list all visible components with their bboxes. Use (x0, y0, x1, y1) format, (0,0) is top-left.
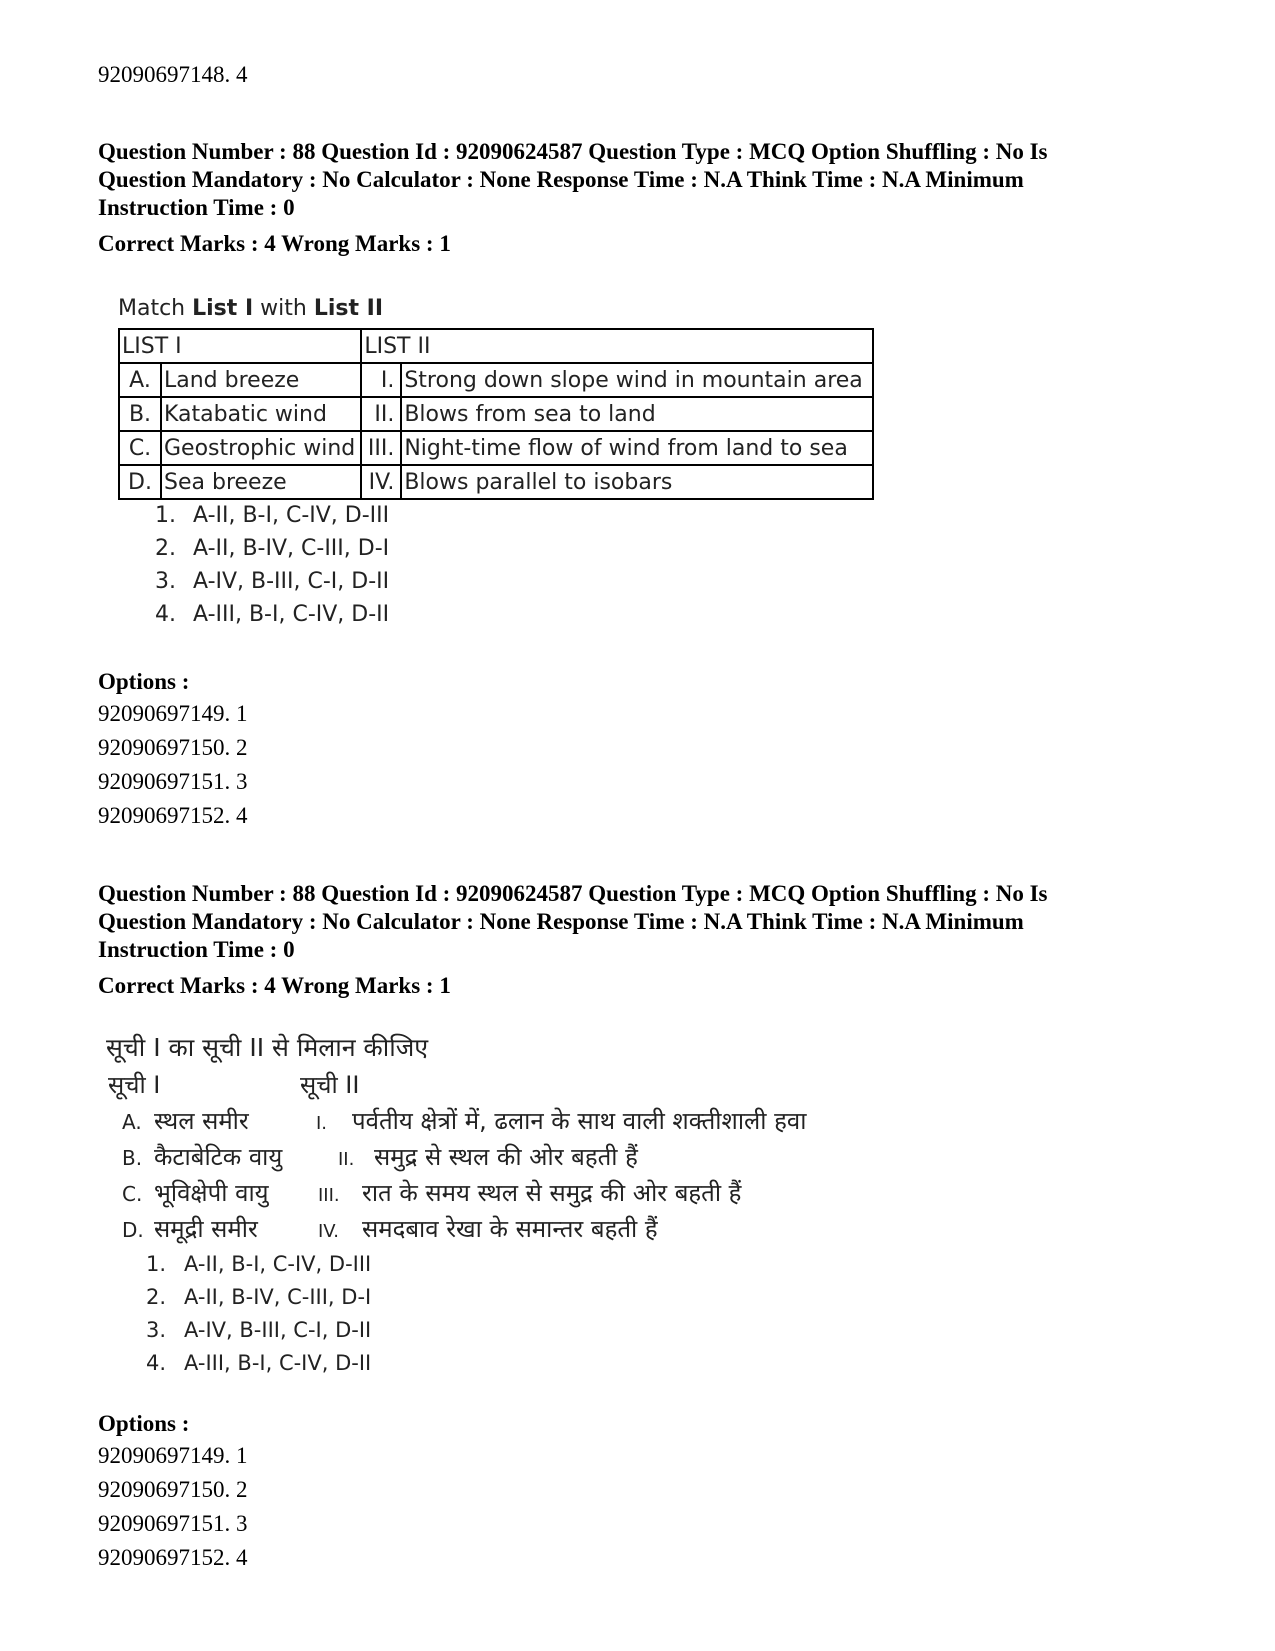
list1-item: भूविक्षेपी वायु (154, 1179, 269, 1207)
list1-item: Katabatic wind (161, 397, 361, 431)
list1-item: Geostrophic wind (161, 431, 361, 465)
answer-choice (155, 602, 389, 635)
row-label: A. (119, 363, 161, 397)
options-label: Options : (98, 669, 190, 694)
previous-option-line: 92090697148. 4 (98, 62, 248, 87)
list1-header: सूची I (108, 1071, 161, 1099)
option-id-line: 92090697150. 2 (98, 735, 248, 760)
choice-number: 3. (146, 1318, 167, 1342)
choice-number: 2. (155, 536, 176, 561)
question-meta-line: Question Number : 88 Question Id : 92090624587 Question Type : MCQ Option Shuffling : No Is (98, 881, 1048, 906)
choice-number: 1. (146, 1252, 167, 1276)
option-id-line: 92090697151. 3 (98, 769, 248, 794)
question-meta-line: Question Mandatory : No Calculator : None Response Time : N.A Think Time : N.A Minimum (98, 909, 1024, 934)
row-label: II. (361, 397, 401, 431)
list2-item: Strong down slope wind in mountain area (401, 363, 873, 397)
row-label: D. (122, 1218, 144, 1242)
row-label: II. (338, 1149, 355, 1170)
row-label: C. (119, 431, 161, 465)
answer-choice (146, 1318, 371, 1351)
list1-item: स्थल समीर (154, 1107, 249, 1135)
list2-item: पर्वतीय क्षेत्रों में, ढलान के साथ वाली शक्तीशाली हवा (352, 1107, 807, 1135)
match-table-row (119, 397, 873, 431)
options-label: Options : (98, 1411, 190, 1436)
options-list (98, 1443, 248, 1579)
choice-text: A-II, B-I, C-IV, D-III (193, 503, 390, 528)
list-row (122, 1176, 741, 1209)
choice-text: A-IV, B-III, C-I, D-II (184, 1318, 372, 1342)
list-row (122, 1140, 638, 1173)
option-id-line: 92090697149. 1 (98, 1443, 248, 1468)
match-table-row (119, 465, 873, 499)
list-row (122, 1104, 806, 1137)
row-label: I. (316, 1113, 328, 1134)
answer-choice (146, 1252, 371, 1285)
choice-number: 1. (155, 503, 176, 528)
list2-item: समुद्र से स्थल की ओर बहती हैं (374, 1143, 638, 1171)
option-id-line: 92090697149. 1 (98, 701, 248, 726)
question-meta-line: Question Number : 88 Question Id : 92090624587 Question Type : MCQ Option Shuffling : No Is (98, 139, 1048, 164)
row-label: III. (318, 1185, 340, 1206)
option-id-line: 92090697152. 4 (98, 1545, 248, 1570)
question-meta-line: Question Mandatory : No Calculator : None Response Time : N.A Think Time : N.A Minimum (98, 167, 1024, 192)
instruction-list1: List I (192, 296, 254, 321)
row-label: A. (122, 1110, 142, 1134)
answer-choice (155, 536, 389, 569)
question-meta (98, 880, 1198, 964)
option-id-line: 92090697150. 2 (98, 1477, 248, 1502)
list2-item: रात के समय स्थल से समुद्र की ओर बहती हैं (362, 1179, 742, 1207)
list1-item: Sea breeze (161, 465, 361, 499)
match-table-row (119, 363, 873, 397)
match-table-header-row (119, 329, 873, 363)
row-label: C. (122, 1182, 143, 1206)
choice-number: 2. (146, 1285, 167, 1309)
choice-text: A-II, B-I, C-IV, D-III (184, 1252, 372, 1276)
choice-text: A-III, B-I, C-IV, D-II (184, 1351, 372, 1375)
list2-item: समदबाव रेखा के समान्तर बहती हैं (362, 1215, 658, 1243)
answer-choice (155, 503, 389, 536)
row-label: D. (119, 465, 161, 499)
choice-text: A-II, B-IV, C-III, D-I (193, 536, 390, 561)
list2-header: सूची II (300, 1071, 360, 1099)
choice-number: 3. (155, 569, 176, 594)
match-table (118, 328, 874, 500)
choice-number: 4. (155, 602, 176, 627)
choice-text: A-III, B-I, C-IV, D-II (193, 602, 390, 627)
instruction-mid: with (253, 296, 314, 321)
option-id-line: 92090697151. 3 (98, 1511, 248, 1536)
choice-number: 4. (146, 1351, 167, 1375)
list1-item: Land breeze (161, 363, 361, 397)
instruction-list2: List II (313, 296, 384, 321)
list1-item: कैटाबेटिक वायु (154, 1143, 283, 1171)
marks-line: Correct Marks : 4 Wrong Marks : 1 (98, 231, 451, 256)
answer-choice (146, 1285, 371, 1318)
list1-item: समूद्री समीर (154, 1215, 258, 1243)
row-label: IV. (318, 1221, 340, 1242)
list2-item: Blows parallel to isobars (401, 465, 873, 499)
list1-header: LIST I (119, 329, 361, 363)
question-instruction (118, 296, 383, 321)
question-meta (98, 138, 1198, 222)
option-id-line: 92090697152. 4 (98, 803, 248, 828)
marks-line: Correct Marks : 4 Wrong Marks : 1 (98, 973, 451, 998)
question-instruction: सूची I का सूची II से मिलान कीजिए (106, 1033, 429, 1062)
answer-choices (155, 503, 389, 635)
answer-choices (146, 1252, 371, 1384)
options-list (98, 701, 248, 837)
question-meta-line: Instruction Time : 0 (98, 937, 295, 962)
row-label: IV. (361, 465, 401, 499)
row-label: III. (361, 431, 401, 465)
choice-text: A-II, B-IV, C-III, D-I (184, 1285, 372, 1309)
row-label: I. (361, 363, 401, 397)
choice-text: A-IV, B-III, C-I, D-II (193, 569, 390, 594)
list2-item: Night-time flow of wind from land to sea (401, 431, 873, 465)
row-label: B. (122, 1146, 143, 1170)
list2-header: LIST II (361, 329, 873, 363)
match-table-row (119, 431, 873, 465)
list-row (122, 1212, 658, 1245)
answer-choice (146, 1351, 371, 1384)
list2-item: Blows from sea to land (401, 397, 873, 431)
answer-choice (155, 569, 389, 602)
row-label: B. (119, 397, 161, 431)
question-meta-line: Instruction Time : 0 (98, 195, 295, 220)
instruction-prefix: Match (118, 296, 193, 321)
